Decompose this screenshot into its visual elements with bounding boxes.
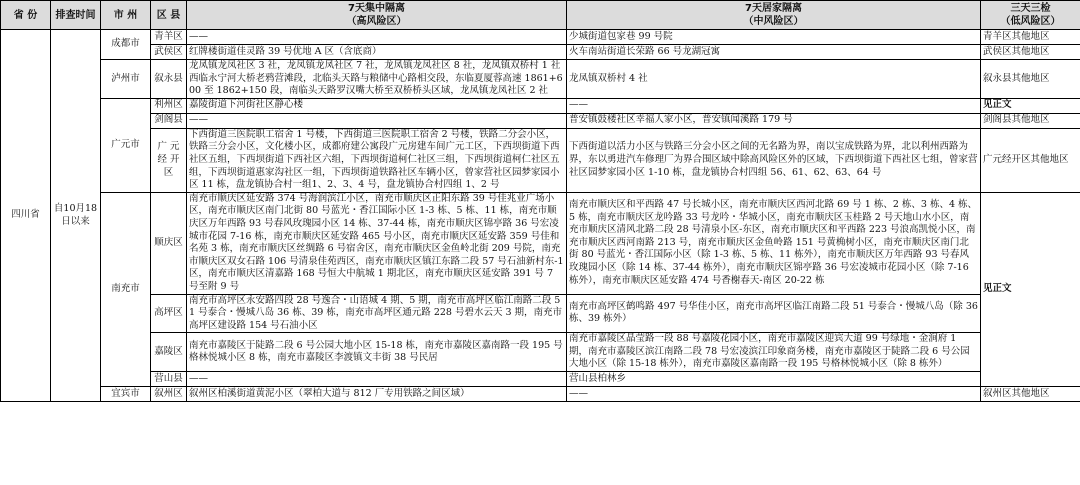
table-row	[1, 387, 1080, 402]
city-cell: 广元市	[101, 98, 151, 192]
mid-risk-cell: 火车南站街道长荣路 66 号龙湖冠寓	[567, 45, 981, 60]
mid-risk-cell: 龙凤镇双桥村 4 社	[567, 60, 981, 99]
high-risk-cell: 龙凤镇龙凤社区 3 社，龙凤镇龙凤社区 7 社，龙凤镇龙凤社区 8 社，龙凤镇双桥村 1 社西临永宁河大桥老鸦营滩段，北临头天路与粮储中心路相交段，东临夏厦蓉高速 1861+600 至 1862+150 段，南临头天路罗汉嘴大桥至双桥桥头区域，龙凤镇龙凤社区 2 社	[187, 60, 567, 99]
table-row	[1, 30, 1080, 45]
header-city: 市 州	[101, 1, 151, 30]
table-row	[1, 60, 1080, 99]
header-time: 排查时间	[51, 1, 101, 30]
district-cell: 广 元 经 开区	[151, 128, 187, 192]
table-row	[1, 128, 1080, 192]
district-cell: 青羊区	[151, 30, 187, 45]
mid-risk-cell: 南充市高坪区鹤鸣路 497 号华佳小区，南充市高坪区临江南路二段 51 号泰合・慢城八岛（除 36 栋、39 栋外）	[567, 294, 981, 333]
district-cell: 武侯区	[151, 45, 187, 60]
high-risk-cell: 南充市顺庆区延安路 374 号海润滨江小区，南充市顺庆区正阳东路 39 号佳兆业广场小区，南充市顺庆区南门北街 80 号蓝光・香江国际小区 1-3 栋、5 栋、11 栋，南充市顺庆区万年西路 93 号春风玫瑰园小区 14 栋、37-44 栋，南充市顺庆区锦亭路 36 号宏凌城市花园 7-16 栋，南充市顺庆区延安路 465 号小区，南充市顺庆区延安路 359 号佳和名苑 3 栋，南充市顺庆区丝绸路 6 号宿舍区，南充市顺庆区金鱼岭北街 209 号院，南充市顺庆区双女石路 106 号清泉佳苑西区，南充市顺庆区镇江东路二段 57 号石油新村东-1 区，南充市顺庆区清嘉路 168 号恒大中航城 1 期北区，南充市顺庆区延安路 391 号 7 号至附 9 号	[187, 192, 567, 294]
district-cell: 顺庆区	[151, 192, 187, 294]
low-risk-cell: 广元经开区其他地区	[981, 128, 1080, 192]
high-risk-cell: 嘉陵街道下河街社区静心楼	[187, 98, 567, 113]
low-risk-cell: 见正文	[981, 192, 1080, 386]
mid-risk-cell: 普安镇鼓楼社区幸福人家小区，普安镇闻溪路 179 号	[567, 113, 981, 128]
district-cell: 高坪区	[151, 294, 187, 333]
low-risk-cell: 武侯区其他地区	[981, 45, 1080, 60]
city-cell: 泸州市	[101, 60, 151, 99]
header-row	[1, 1, 1080, 30]
table-row	[1, 113, 1080, 128]
district-cell: 利州区	[151, 98, 187, 113]
high-risk-cell: 下西街道三医院职工宿舍 1 号楼，下西街道三医院职工宿舍 2 号楼，铁路二分会小区，铁路三分会小区，文化楼小区，成都府建公寓段广元房建车间广元工区，下西坝街道下西社区五组，下西坝街道下西社区六组，下西坝街道柯仁社区三组，下西坝街道柯仁社区五组，下西坝街道惠家沟社区一组，下西坝街道铁路社区车辆小区，曾家营社区园梦家园小区 11 栋，盘龙镇协合村一组1、2、3、4 号，盘龙镇协合村四组 1、2 号	[187, 128, 567, 192]
high-risk-cell: 南充市嘉陵区于陡路二段 6 号公园大地小区 15-18 栋，南充市嘉陵区嘉南路一段 195 号格林悦城小区 8 栋，南充市嘉陵区李渡镇文丰街 38 号民居	[187, 333, 567, 372]
low-risk-cell: 剑阁县其他地区	[981, 113, 1080, 128]
mid-risk-cell: 少城街道包家巷 99 号院	[567, 30, 981, 45]
table-row	[1, 333, 1080, 372]
mid-risk-cell: 南充市顺庆区和平西路 47 号长城小区，南充市顺庆区西河北路 69 号 1 栋、2 栋、3 栋、4 栋、5 栋，南充市顺庆区龙吟路 33 号龙吟・华城小区，南充市顺庆区玉桂路 2 号天地山水小区，南充市顺庆区清风北路二段 28 号清泉小区-东区，南充市顺庆区和平西路 223 号浪高凯悦小区，南充市顺庆区西河南路 213 号，南充市顺庆区金鱼岭路 151 号黄桷树小区，南充市顺庆区南门北街 80 号蓝光・香江国际小区（除 1-3 栋、5 栋、11 栋外），南充市顺庆区万年西路 93 号春风玫瑰园小区（除 14 栋、37-44 栋外），南充市顺庆区锦亭路 36 号宏凌城市花园小区（除 7-16 栋外），南充市顺庆区延安路 474 号香榭春天-南区 20-22 栋	[567, 192, 981, 294]
low-risk-cell: 青羊区其他地区	[981, 30, 1080, 45]
mid-risk-cell: 下西街道以活力小区与铁路三分会小区之间的无名路为界，南以宝成铁路为界，北以利州西路为界，东以勇进汽车修理厂为界合围区域中除高风险区外的区域，下西坝街道下西社区七组，曾家营社区园梦家园小区 1-10 栋，盘龙镇协合村四组 56、61、62、63、64 号	[567, 128, 981, 192]
high-risk-cell: ——	[187, 372, 567, 387]
table-row	[1, 192, 1080, 294]
header-high-risk: 7天集中隔离 （高风险区）	[187, 1, 567, 30]
district-cell: 叙永县	[151, 60, 187, 99]
time-cell: 自10月18日以来	[51, 30, 101, 402]
city-cell: 宜宾市	[101, 387, 151, 402]
low-risk-cell: 见正文	[981, 98, 1080, 113]
high-risk-cell: 红牌楼街道佳灵路 39 号优地 A 区（含底商）	[187, 45, 567, 60]
high-risk-cell: ——	[187, 113, 567, 128]
table-row	[1, 294, 1080, 333]
high-risk-cell: ——	[187, 30, 567, 45]
high-risk-cell: 南充市高坪区永安路四段 28 号逸合・山语城 4 期、5 期，南充市高坪区临江南路二段 51 号泰合・慢城八岛 36 栋、39 栋，南充市高坪区通元路 228 号碧水云天 3 期，南充市高坪区建设路 154 号石油小区	[187, 294, 567, 333]
header-low-risk: 三天三检 （低风险区）	[981, 1, 1080, 30]
province-cell: 四川省	[1, 30, 51, 402]
district-cell: 剑阁县	[151, 113, 187, 128]
mid-risk-cell: 营山县柏林乡	[567, 372, 981, 387]
header-province: 省 份	[1, 1, 51, 30]
city-cell: 成都市	[101, 30, 151, 60]
low-risk-cell: 叙州区其他地区	[981, 387, 1080, 402]
header-mid-risk: 7天居家隔离 （中风险区）	[567, 1, 981, 30]
district-cell: 营山县	[151, 372, 187, 387]
city-cell: 南充市	[101, 192, 151, 386]
table-row	[1, 372, 1080, 387]
table-row	[1, 98, 1080, 113]
mid-risk-cell: ——	[567, 387, 981, 402]
district-cell: 叙州区	[151, 387, 187, 402]
table-row	[1, 45, 1080, 60]
low-risk-cell: 叙永县其他地区	[981, 60, 1080, 99]
header-district: 区 县	[151, 1, 187, 30]
district-cell: 嘉陵区	[151, 333, 187, 372]
mid-risk-cell: 南充市嘉陵区晶莹路一段 88 号嘉陵花园小区，南充市嘉陵区迎宾大道 99 号绿地・金涧府 1 期，南充市嘉陵区滨江南路二段 78 号宏凌滨江印象商务楼，南充市嘉陵区于陡路二段 6 号公园大地小区（除 15-18 栋外），南充市嘉陵区嘉南路一段 195 号格林悦城小区（除 8 栋外）	[567, 333, 981, 372]
high-risk-cell: 叙州区柏溪街道黄泥小区（翠柏大道与 812 厂专用铁路之间区域）	[187, 387, 567, 402]
mid-risk-cell: ——	[567, 98, 981, 113]
